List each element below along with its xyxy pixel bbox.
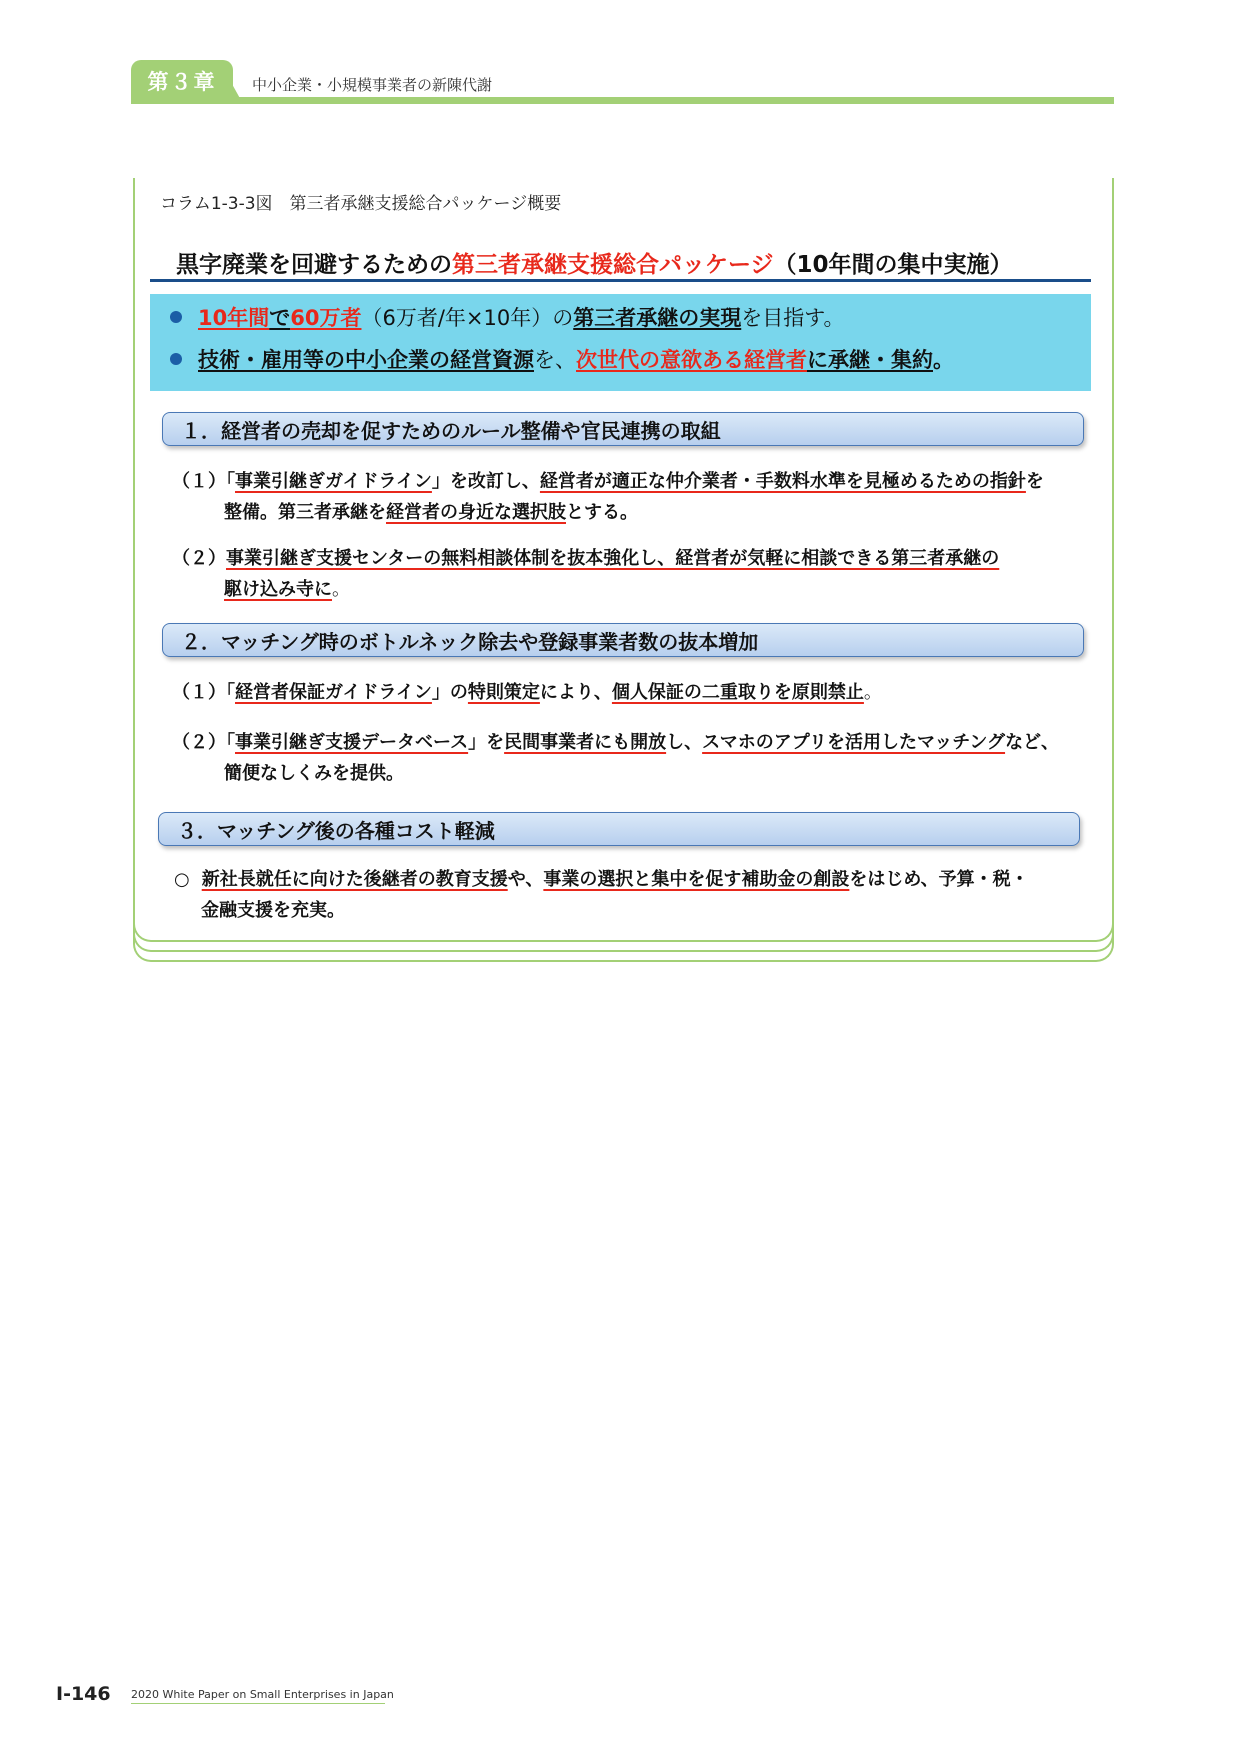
item-text: をはじめ、予算・税・ bbox=[849, 869, 1029, 890]
chapter-rule bbox=[131, 97, 1114, 104]
frame-left-border bbox=[133, 178, 135, 938]
item-text: 事業引継ぎ支援データベース bbox=[235, 732, 469, 753]
summary-band bbox=[150, 294, 1091, 391]
item-text: 」を bbox=[468, 732, 505, 753]
item-text: 整備。第三者承継を bbox=[224, 502, 386, 523]
summary-text: 。 bbox=[933, 348, 954, 372]
item-text: とする。 bbox=[566, 502, 638, 523]
item-text: 金融支援を充実。 bbox=[201, 900, 345, 921]
main-title-suffix: （10年間の集中実施） bbox=[773, 252, 1013, 278]
summary-text: を、 bbox=[534, 348, 576, 372]
main-title-highlight: 第三者承継支援総合パッケージ bbox=[452, 252, 774, 278]
section-header: １．経営者の売却を促すためのルール整備や官民連携の取組 bbox=[162, 412, 1084, 446]
item-text: 経営者が適正な仲介業者・手数料水準を見極めるための指針 bbox=[539, 471, 1026, 492]
item-text: 「 bbox=[226, 732, 235, 753]
summary-text: 次世代の意欲ある経営者 bbox=[576, 348, 807, 372]
item-text: 。 bbox=[863, 682, 882, 703]
item-text: 「 bbox=[226, 682, 235, 703]
item-text: スマホのアプリを活用したマッチング bbox=[702, 732, 1006, 753]
item-text: 」を改訂し、 bbox=[431, 471, 540, 492]
list-item bbox=[172, 466, 1044, 528]
main-title bbox=[176, 246, 1013, 279]
item-text: 「 bbox=[226, 471, 235, 492]
summary-text: を目指す。 bbox=[741, 306, 845, 330]
item-text: を bbox=[1025, 471, 1044, 492]
item-text: 民間事業者にも開放 bbox=[504, 732, 667, 753]
item-text: 経営者の身近な選択肢 bbox=[386, 502, 566, 523]
footer-rule bbox=[131, 1703, 385, 1704]
bullet-dot-icon bbox=[170, 353, 182, 365]
bullet-dot-icon bbox=[170, 311, 182, 323]
item-text: 」の bbox=[431, 682, 468, 703]
title-rule bbox=[150, 279, 1091, 282]
summary-text: で bbox=[269, 306, 291, 330]
summary-text: に承継・集約 bbox=[807, 348, 933, 372]
summary-bullet bbox=[170, 302, 845, 332]
item-number: （１） bbox=[172, 471, 226, 492]
summary-text: 第三者承継の実現 bbox=[573, 306, 742, 330]
item-text: など、 bbox=[1005, 732, 1060, 753]
section-header: ２．マッチング時のボトルネック除去や登録事業者数の抜本増加 bbox=[162, 623, 1084, 657]
item-text: 駆け込み寺に bbox=[224, 579, 332, 600]
list-item bbox=[172, 543, 999, 605]
item-text: 経営者保証ガイドライン bbox=[235, 682, 432, 703]
page-number: Ⅰ-146 bbox=[56, 1683, 111, 1705]
item-text: 事業引継ぎ支援センターの無料相談体制を抜本強化し、経営者が気軽に相談できる第三者承継の bbox=[226, 548, 1000, 569]
item-number: （２） bbox=[172, 732, 226, 753]
chapter-title: 中小企業・小規模事業者の新陳代謝 bbox=[252, 76, 493, 94]
item-text: 特則策定 bbox=[467, 682, 540, 703]
figure-caption: コラム1-3-3図 第三者承継支援総合パッケージ概要 bbox=[160, 194, 562, 214]
summary-text: 技術・雇用等の中小企業の経営資源 bbox=[198, 348, 534, 372]
item-text: し、 bbox=[666, 732, 703, 753]
list-item bbox=[174, 864, 1029, 926]
item-text: 簡便なしくみを提供。 bbox=[224, 763, 404, 784]
item-text: 新社長就任に向けた後継者の教育支援 bbox=[201, 869, 508, 890]
item-text: 事業の選択と集中を促す補助金の創設 bbox=[543, 869, 850, 890]
section-header: ３．マッチング後の各種コスト軽減 bbox=[158, 812, 1080, 846]
item-text: 事業引継ぎガイドライン bbox=[235, 471, 432, 492]
summary-text: 10年間 bbox=[198, 306, 270, 330]
frame-right-border bbox=[1112, 178, 1114, 938]
publication-name: 2020 White Paper on Small Enterprises in Japan bbox=[131, 1688, 394, 1701]
item-text: や、 bbox=[507, 869, 544, 890]
circle-bullet-icon: ○ bbox=[174, 869, 190, 890]
summary-text: （6万者/年×10年）の bbox=[361, 306, 574, 330]
list-item bbox=[172, 677, 882, 708]
chapter-tab: 第３章 bbox=[131, 60, 233, 102]
summary-bullet bbox=[170, 344, 954, 374]
main-title-prefix: 黒字廃業を回避するための bbox=[176, 252, 452, 278]
item-number: （１） bbox=[172, 682, 226, 703]
list-item bbox=[172, 727, 1059, 789]
summary-text: 60万者 bbox=[290, 306, 362, 330]
item-text: により、 bbox=[539, 682, 612, 703]
item-number: （２） bbox=[172, 548, 226, 569]
item-text: 個人保証の二重取りを原則禁止 bbox=[611, 682, 864, 703]
item-text: 。 bbox=[332, 579, 350, 600]
frame-bottom-curve bbox=[133, 920, 1114, 962]
